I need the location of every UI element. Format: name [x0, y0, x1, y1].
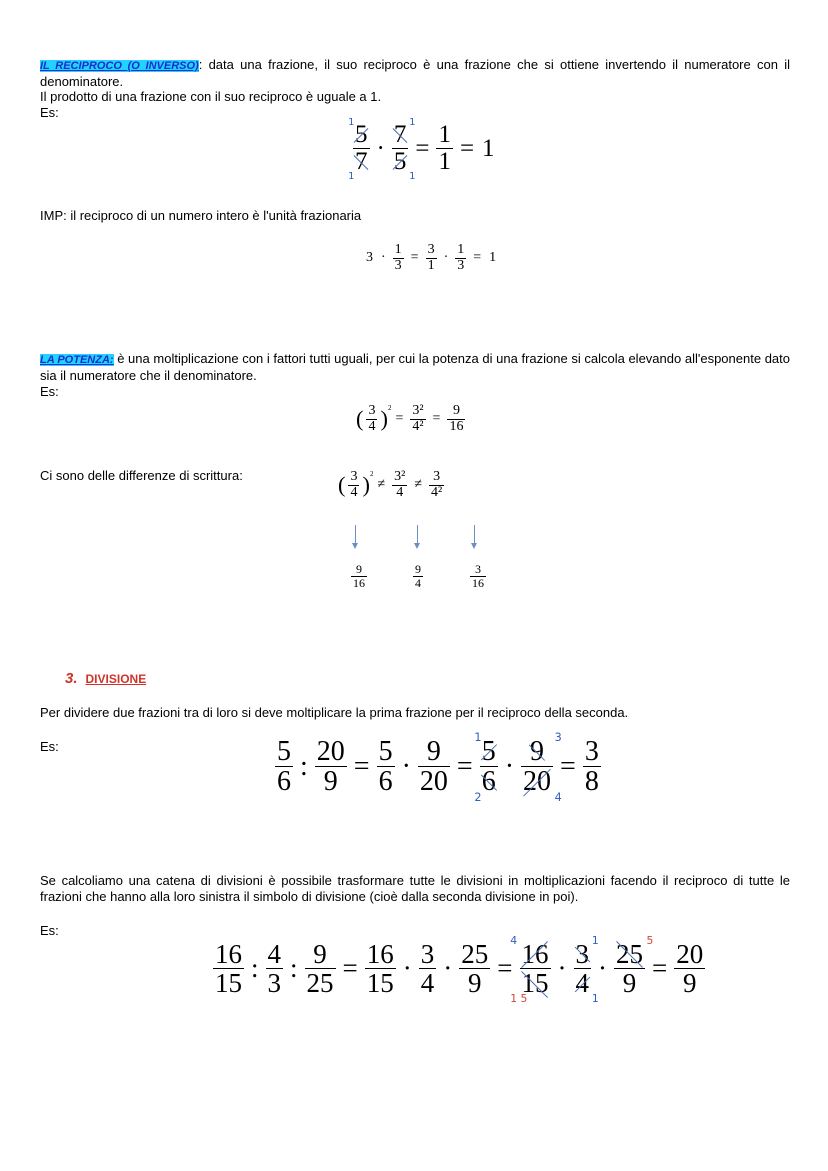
paren-right: ) — [380, 405, 388, 431]
fraction — [429, 470, 444, 500]
cancel-annotation: 1 — [409, 116, 416, 128]
operator: : — [300, 750, 308, 782]
fraction — [614, 934, 654, 999]
operator: · — [598, 953, 607, 984]
denominator: 15 — [366, 968, 394, 999]
result-fraction — [351, 563, 367, 589]
denominator: 3 — [267, 968, 282, 999]
fraction — [459, 940, 490, 998]
cancel-annotation: 4 — [510, 934, 518, 948]
cancel-annotation: 1 — [591, 934, 599, 948]
denominator: 25 — [306, 968, 334, 999]
numerator: 1 — [394, 242, 402, 257]
operator: · — [557, 953, 567, 984]
numerator: 3 — [427, 242, 435, 257]
denominator: 1 — [427, 257, 435, 273]
fraction — [418, 737, 450, 797]
fraction — [521, 731, 562, 804]
numerator: 5 — [277, 736, 291, 767]
denominator: 9 — [323, 766, 338, 798]
fraction — [574, 934, 599, 1005]
denominator: 4² — [431, 484, 443, 500]
es-label: Es: — [40, 105, 59, 120]
fraction — [392, 470, 407, 500]
section-heading — [65, 670, 146, 687]
fraction — [315, 737, 347, 797]
operator: · — [401, 750, 411, 782]
numerator: 7 — [393, 121, 407, 148]
arrow-down-icon — [474, 525, 475, 547]
operator: = — [652, 953, 668, 984]
numerator: 3² — [412, 403, 424, 418]
divisione-formula — [272, 731, 604, 804]
operator: = — [560, 750, 576, 782]
es-label: Es: — [40, 739, 59, 754]
denominator: 4 — [575, 968, 589, 999]
denominator: 8 — [584, 766, 599, 798]
result-fraction — [470, 563, 486, 589]
cancel-annotation: 3 — [554, 731, 562, 745]
numerator: 9 — [426, 736, 441, 767]
numerator: 16 — [215, 939, 242, 969]
operator: = — [473, 250, 482, 266]
exponent: 2 — [369, 470, 374, 478]
denominator: 20 — [523, 766, 552, 798]
es-label: Es: — [40, 384, 59, 399]
operator: = — [459, 134, 475, 162]
operator: : — [290, 953, 298, 984]
numerator: 3 — [475, 562, 481, 576]
fraction — [583, 737, 601, 797]
numerator: 1 — [438, 121, 451, 148]
denominator: 15 — [215, 968, 242, 999]
denominator: 4 — [420, 968, 435, 999]
fraction — [410, 404, 425, 434]
operator: = — [456, 750, 473, 782]
numerator: 3 — [368, 403, 376, 418]
numerator: 16 — [366, 939, 394, 969]
cancel-annotation: 1 5 — [510, 991, 528, 1005]
fraction — [510, 934, 551, 1005]
fraction — [392, 116, 416, 182]
cancel-annotation: 1 — [591, 991, 599, 1005]
numerator: 9 — [530, 736, 545, 767]
numerator: 5 — [355, 121, 368, 148]
cancel-annotation: 1 — [348, 170, 355, 182]
denominator: 16 — [472, 575, 484, 590]
fraction — [266, 940, 284, 998]
arrow-down-icon — [417, 525, 418, 547]
potenza-paragraph — [40, 351, 790, 384]
denominator: 3 — [394, 257, 402, 273]
reciproco-paragraph — [40, 57, 790, 90]
exponent: 2 — [387, 404, 392, 412]
numerator: 1 — [457, 242, 465, 257]
operator: = — [432, 411, 441, 427]
operator: = — [415, 134, 430, 162]
denominator: 1 — [438, 148, 451, 176]
fraction — [436, 122, 453, 176]
power — [338, 470, 373, 500]
reciproco-heading: IL RECIPROCO (O INVERSO) — [40, 60, 199, 72]
denominator: 6 — [378, 766, 393, 798]
numerator: 3 — [420, 939, 435, 969]
numerator: 3 — [433, 469, 441, 484]
numerator: 25 — [461, 939, 489, 969]
operator: = — [395, 411, 404, 427]
number: 3 — [366, 250, 373, 266]
fraction — [275, 737, 293, 797]
numerator: 3 — [350, 469, 358, 484]
fraction — [419, 940, 437, 998]
denominator: 4 — [350, 484, 358, 500]
number: 1 — [489, 250, 497, 266]
fraction — [348, 116, 370, 182]
denominator: 5 — [393, 148, 407, 176]
number: 1 — [482, 134, 495, 162]
divisione-text2: Se calcoliamo una catena di divisioni è possibile trasformare tutte le divisioni in moltiplicazioni facendo il reciproco di tutte le frazioni che hanno alla loro sinistra il simbolo di divisione (cioè dalla seconda divisione in poi). — [40, 873, 790, 904]
denominator: 16 — [449, 418, 464, 434]
fraction — [305, 940, 336, 998]
denominator: 3 — [457, 257, 465, 273]
numerator: 9 — [356, 562, 362, 576]
numerator: 4 — [267, 939, 282, 969]
arrow-down-icon — [355, 525, 356, 547]
potenza-heading: LA POTENZA: — [40, 354, 114, 366]
numerator: 3 — [584, 736, 599, 767]
cancel-annotation: 5 — [646, 934, 654, 948]
section-number: 3. — [65, 670, 78, 687]
operator: = — [497, 953, 513, 984]
fraction — [447, 404, 465, 434]
numerator: 16 — [521, 939, 549, 969]
denominator: 4 — [368, 418, 376, 434]
operator: = — [353, 750, 370, 782]
differenze-formula — [338, 470, 447, 500]
fraction — [377, 737, 395, 797]
fraction — [393, 243, 404, 273]
operator: : — [251, 953, 259, 984]
imp-text: IMP: il reciproco di un numero intero è l'unità frazionaria — [40, 208, 362, 223]
paren-left: ( — [356, 405, 364, 431]
denominator: 6 — [481, 766, 496, 798]
numerator: 9 — [313, 939, 327, 969]
cancel-annotation: 1 — [409, 170, 416, 182]
operator: · — [381, 250, 386, 266]
cancel-annotation: 4 — [554, 790, 562, 804]
operator: = — [342, 953, 358, 984]
cancel-annotation: 2 — [474, 790, 482, 804]
numerator: 20 — [676, 939, 704, 969]
differenze-text: Ci sono delle differenze di scrittura: — [40, 468, 243, 483]
cancel-annotation: 1 — [474, 731, 482, 745]
denominator: 9 — [468, 968, 482, 999]
denominator: 4² — [412, 418, 424, 434]
denominator: 7 — [355, 148, 368, 176]
section-title: DIVISIONE — [85, 672, 147, 686]
denominator: 4 — [396, 484, 404, 500]
operator: ≠ — [414, 477, 423, 493]
divisione-text: Per dividere due frazioni tra di loro si deve moltiplicare la prima frazione per il reciproco della seconda. — [40, 705, 629, 720]
fraction — [674, 940, 705, 998]
power — [356, 404, 391, 434]
fraction — [366, 404, 377, 434]
operator: · — [376, 134, 385, 162]
operator: · — [504, 750, 515, 782]
fraction — [474, 731, 498, 804]
fraction — [348, 470, 359, 500]
numerator: 20 — [316, 736, 345, 767]
operator: · — [443, 250, 449, 266]
numerator: 9 — [452, 403, 460, 418]
cancel-annotation: 1 — [348, 116, 355, 128]
denominator: 16 — [353, 575, 365, 590]
potenza-text: è una moltiplicazione con i fattori tutti uguali, per cui la potenza di una frazione si calcola elevando all'esponente dato sia il numeratore che il denominatore. — [40, 351, 790, 383]
result-fraction — [413, 563, 423, 589]
numerator: 5 — [481, 736, 496, 767]
numerator: 3 — [575, 939, 589, 969]
fraction — [213, 940, 244, 998]
denominator: 4 — [415, 575, 421, 590]
denominator: 15 — [521, 968, 549, 999]
reciproco-text2: Il prodotto di una frazione con il suo reciproco è uguale a 1. — [40, 89, 382, 104]
denominator: 6 — [277, 766, 291, 798]
operator: ≠ — [377, 477, 386, 493]
numerator: 3² — [394, 469, 406, 484]
denominator: 9 — [682, 968, 697, 999]
operator: = — [410, 250, 419, 266]
numerator: 25 — [616, 939, 643, 969]
denominator: 9 — [622, 968, 637, 999]
potenza-formula — [356, 404, 468, 434]
reciproco-integer-formula — [362, 243, 500, 273]
paren-left: ( — [338, 471, 346, 497]
paren-right: ) — [362, 471, 370, 497]
fraction — [365, 940, 396, 998]
numerator: 9 — [415, 562, 421, 576]
reciproco-text: : data una frazione, il suo reciproco è una frazione che si ottiene invertendo il numeratore con il denominatore. — [40, 57, 790, 89]
divisione-chain-formula — [210, 934, 708, 1005]
numerator: 5 — [378, 736, 393, 767]
reciproco-formula — [348, 116, 499, 182]
es-label: Es: — [40, 923, 59, 938]
denominator: 20 — [419, 766, 448, 798]
operator: · — [402, 953, 412, 984]
fraction — [426, 243, 437, 273]
operator: · — [443, 953, 453, 984]
fraction — [455, 243, 466, 273]
